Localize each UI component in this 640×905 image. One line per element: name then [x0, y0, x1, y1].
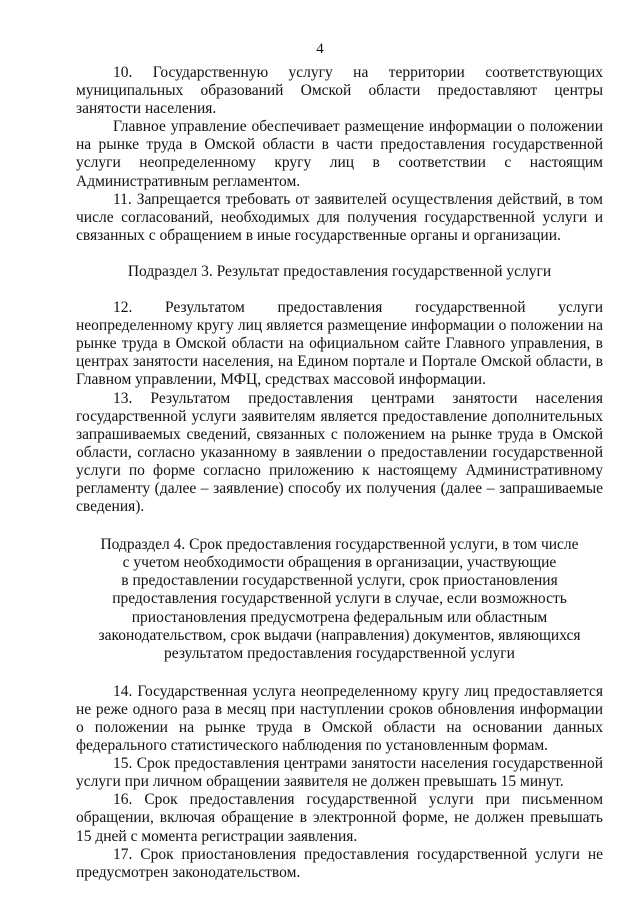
subsection-4-heading-line: в предоставлении государственной услуги, срок приостановления [121, 572, 558, 590]
paragraph-main-directorate: Главное управление обеспечивает размещение информации о положении на рынке труда в Омской области в части предоставления государственной услуги неопределенному кругу лиц в соответствии с настоящим Административным регламентом. [76, 118, 603, 190]
paragraph-17: 17. Срок приостановления предоставления государственной услуги не предусмотрен законодательством. [76, 845, 603, 881]
paragraph-11: 11. Запрещается требовать от заявителей осуществления действий, в том числе согласований, необходимых для получения государственной услуги и связанных с обращением в иные государственные органы и организации. [76, 190, 603, 244]
subsection-4-heading-line: предоставления государственной услуги в случае, если возможность [112, 590, 567, 608]
subsection-4-heading-line: приостановления предусмотрена федеральным или областным [131, 608, 548, 626]
page-number: 4 [316, 41, 324, 57]
paragraph-12: 12. Результатом предоставления государственной услуги неопределенному кругу лиц является размещение информации о положении на рынке труда в Омской области на официальном сайте Главного управления, в центрах занятости населения, на Едином портале и Портале Омской области, в Главном управлении, МФЦ, средствах массовой информации. [76, 299, 603, 389]
subsection-4-heading-line: законодательством, срок выдачи (направления) документов, являющихся [98, 626, 581, 644]
paragraph-15: 15. Срок предоставления центрами занятости населения государственной услуги при личном обращении заявителя не должен превышать 15 минут. [76, 755, 603, 791]
subsection-4-heading [76, 536, 603, 663]
subsection-4-heading-line: результатом предоставления государственной услуги [164, 644, 515, 662]
subsection-4-heading-line: с учетом необходимости обращения в организации, участвующие [122, 554, 557, 572]
document-body [76, 64, 603, 882]
paragraph-14: 14. Государственная услуга неопределенному кругу лиц предоставляется не реже одного раза в месяц при наступлении сроков обновления информации о положении на рынке труда в Омской области на основании данных федерального статистического наблюдения по установленным формам. [76, 682, 603, 755]
subsection-3-heading: Подраздел 3. Результат предоставления государственной услуги [127, 262, 552, 280]
paragraph-16: 16. Срок предоставления государственной услуги при письменном обращении, включая обращение в электронной форме, не должен превышать 15 дней с момента регистрации заявления. [76, 791, 603, 845]
subsection-4-heading-line: Подраздел 4. Срок предоставления государственной услуги, в том числе [100, 536, 579, 554]
paragraph-13: 13. Результатом предоставления центрами занятости населения государственной услуги заявителям является предоставление дополнительных запрашиваемых сведений, связанных с положением на рынке труда в Омской области, согласно указанному в заявлении о предоставлении государственной услуги по форме согласно приложению к настоящему Административному регламенту (далее – заявление) способу их получения (далее – запрашиваемые сведения). [76, 389, 603, 516]
paragraph-10: 10. Государственную услугу на территории соответствующих муниципальных образований Омской области предоставляют центры занятости населения. [76, 64, 603, 118]
